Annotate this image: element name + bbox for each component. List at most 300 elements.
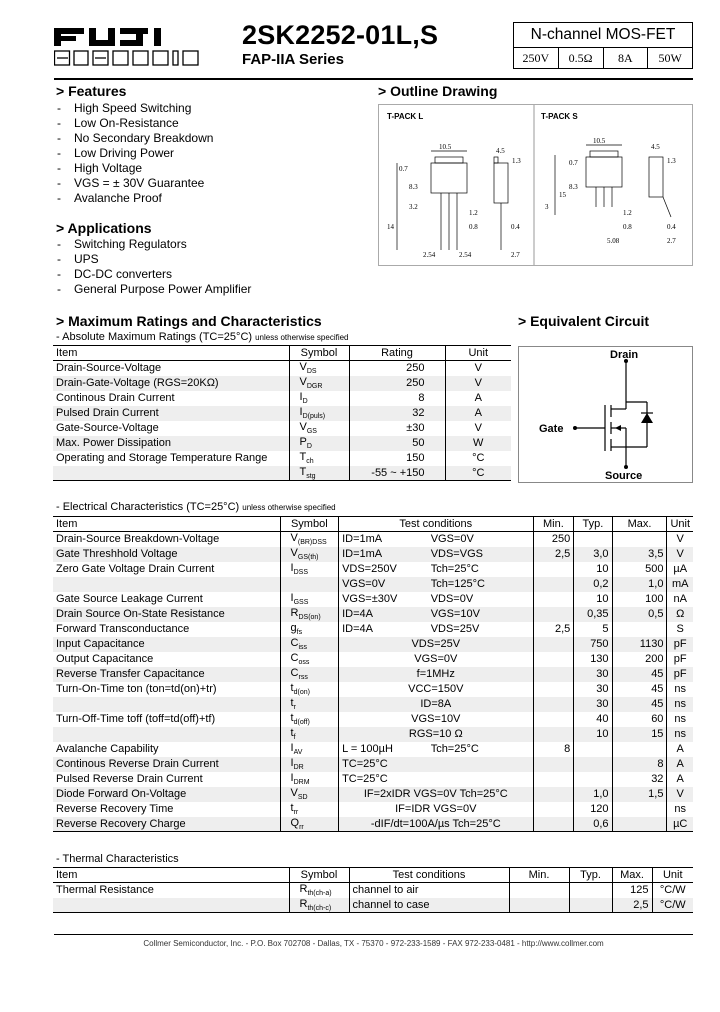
unit-cell: µC xyxy=(667,817,693,832)
abs-max-note: unless otherwise specified xyxy=(255,333,349,342)
dim-label: 15 xyxy=(559,191,566,199)
symbol-cell xyxy=(289,391,349,406)
source-label: Source xyxy=(605,470,643,482)
item-cell: Max. Power Dissipation xyxy=(56,437,171,449)
table-row xyxy=(53,727,693,742)
condition-cell: Tch=25°C xyxy=(430,743,479,755)
symbol-subscript: th(ch-a) xyxy=(307,890,332,898)
item-cell: Drain-Gate-Voltage (RGS=20KΩ) xyxy=(56,377,219,389)
pack-s-label: T-PACK S xyxy=(541,112,578,121)
dim-label: 3.2 xyxy=(409,203,418,211)
symbol: T xyxy=(299,465,307,478)
typ-cell: 30 xyxy=(574,667,612,682)
symbol: I xyxy=(290,756,294,769)
drain-label: Drain xyxy=(610,349,639,361)
col-header: Item xyxy=(53,346,289,361)
symbol: t xyxy=(290,801,294,814)
min-cell xyxy=(533,817,574,832)
item-cell xyxy=(53,697,280,712)
condition-cell: IF=2xIDR VGS=0V Tch=25°C xyxy=(339,787,533,802)
typ-cell xyxy=(574,757,612,772)
table-row xyxy=(53,391,511,406)
symbol-subscript: th(ch-c) xyxy=(307,904,332,912)
col-header: Unit xyxy=(667,517,693,532)
typ-cell: 10 xyxy=(574,562,612,577)
typ-cell: 120 xyxy=(574,802,612,817)
col-header: Test conditions xyxy=(349,868,509,883)
thermal-subheading: - Thermal Characteristics xyxy=(56,853,179,865)
spec-voltage: 250V xyxy=(514,48,559,68)
typ-cell xyxy=(574,532,612,547)
table-row xyxy=(53,802,693,817)
item-cell xyxy=(53,577,280,592)
symbol-cell xyxy=(280,817,339,832)
symbol-subscript: stg xyxy=(306,472,316,480)
col-header: Unit xyxy=(445,346,511,361)
symbol: t xyxy=(290,696,294,709)
symbol-cell xyxy=(289,376,349,391)
list-item: - VGS = ± 30V Guarantee xyxy=(54,176,213,191)
item-cell xyxy=(53,466,289,481)
symbol-cell xyxy=(280,757,339,772)
unit-cell: ns xyxy=(667,697,693,712)
condition-cell: Tch=125°C xyxy=(430,578,485,590)
typ-cell: 0,6 xyxy=(574,817,612,832)
unit-cell: A xyxy=(445,406,511,421)
mosfet-symbol-icon xyxy=(519,347,692,482)
symbol-subscript: rr xyxy=(293,809,299,817)
symbol: V xyxy=(290,532,298,545)
symbol: R xyxy=(299,883,308,896)
dim-label: 2.7 xyxy=(667,237,676,245)
symbol: I xyxy=(290,741,294,754)
symbol-subscript: GS(th) xyxy=(297,554,319,562)
table-row xyxy=(53,436,511,451)
dim-label: 0.8 xyxy=(623,223,632,231)
typ-cell xyxy=(569,898,612,913)
min-cell: 250 xyxy=(533,532,574,547)
item-cell: Drain-Source Breakdown-Voltage xyxy=(56,533,220,546)
item-cell: Operating and Storage Temperature Range xyxy=(56,452,268,464)
col-header: Typ. xyxy=(574,517,612,532)
symbol-cell xyxy=(289,421,349,436)
table-row xyxy=(53,451,511,466)
features-list xyxy=(54,101,213,206)
table-row xyxy=(53,787,693,802)
item-cell: Continous Reverse Drain Current xyxy=(56,758,219,770)
symbol: t xyxy=(290,726,294,739)
list-item: - Low On-Resistance xyxy=(54,116,213,131)
equivalent-heading: > Equivalent Circuit xyxy=(518,313,650,329)
dim-label: 1.3 xyxy=(512,157,521,165)
max-cell: 45 xyxy=(612,697,667,712)
dim-label: 0.7 xyxy=(569,159,578,167)
item-cell: Diode Forward On-Voltage xyxy=(56,788,187,800)
max-cell: 1,5 xyxy=(612,787,667,802)
table-row xyxy=(53,607,693,622)
condition-cell: ID=4A xyxy=(339,607,428,622)
table-row xyxy=(53,577,693,592)
logo-text: FUJI ELECTRIC xyxy=(54,67,62,68)
typ-cell: 130 xyxy=(574,652,612,667)
min-cell xyxy=(533,772,574,787)
symbol: I xyxy=(299,405,303,418)
table-row xyxy=(53,421,511,436)
symbol-subscript: AV xyxy=(293,749,303,757)
pack-l-label: T-PACK L xyxy=(387,112,424,121)
col-header: Symbol xyxy=(289,868,349,883)
item-cell: Thermal Resistance xyxy=(56,884,154,897)
condition-cell: f=1MHz xyxy=(339,667,533,682)
condition-cell: Tch=25°C xyxy=(430,563,479,575)
table-row xyxy=(53,712,693,727)
abs-max-subheading xyxy=(56,331,349,343)
item-cell: Avalanche Capability xyxy=(56,743,159,755)
unit-cell: ns xyxy=(667,727,693,742)
min-cell xyxy=(533,592,574,607)
symbol-cell xyxy=(280,727,339,742)
max-cell: 45 xyxy=(612,667,667,682)
table-row xyxy=(53,757,693,772)
list-item: - Low Driving Power xyxy=(54,146,213,161)
min-cell xyxy=(509,883,569,898)
abs-max-title: - Absolute Maximum Ratings (TC=25°C) xyxy=(56,331,253,343)
symbol-cell xyxy=(289,898,349,913)
max-cell: 8 xyxy=(612,757,667,772)
table-row xyxy=(53,361,511,376)
unit-cell: °C xyxy=(445,451,511,466)
symbol: t xyxy=(290,711,294,724)
unit-cell: V xyxy=(667,547,693,562)
min-cell xyxy=(533,697,574,712)
symbol-cell xyxy=(280,652,339,667)
applications-list xyxy=(54,237,251,297)
max-cell: 0,5 xyxy=(612,607,667,622)
max-cell: 15 xyxy=(612,727,667,742)
typ-cell xyxy=(574,772,612,787)
symbol-cell xyxy=(289,451,349,466)
typ-cell: 30 xyxy=(574,682,612,697)
typ-cell: 10 xyxy=(574,727,612,742)
condition-cell: ID=1mA xyxy=(339,532,428,547)
symbol-subscript: DGR xyxy=(306,383,323,391)
symbol-subscript: GSS xyxy=(293,599,309,607)
typ-cell: 3,0 xyxy=(574,547,612,562)
min-cell xyxy=(533,802,574,817)
col-header: Test conditions xyxy=(339,517,533,532)
table-row xyxy=(53,742,693,757)
symbol: R xyxy=(290,606,299,619)
item-cell: Reverse Recovery Charge xyxy=(53,817,280,832)
table-row xyxy=(53,406,511,421)
unit-cell: V xyxy=(445,361,511,376)
max-cell: 32 xyxy=(612,772,667,787)
unit-cell: V xyxy=(667,532,693,547)
max-cell xyxy=(612,817,667,832)
min-cell xyxy=(533,637,574,652)
fuji-electric-logo xyxy=(54,26,209,68)
item-cell: Pulsed Drain Current xyxy=(56,407,159,419)
max-cell: 500 xyxy=(612,562,667,577)
symbol-subscript: D xyxy=(302,398,308,406)
condition-cell: TC=25°C xyxy=(339,772,428,787)
item-cell: Reverse Transfer Capacitance xyxy=(56,668,205,680)
max-cell xyxy=(612,802,667,817)
col-header: Item xyxy=(53,868,289,883)
rating-cell: ±30 xyxy=(349,421,445,436)
symbol-cell xyxy=(280,607,339,622)
table-row xyxy=(53,637,693,652)
device-type: N-channel MOS-FET xyxy=(514,23,692,48)
equivalent-circuit xyxy=(518,346,693,483)
item-cell: Pulsed Reverse Drain Current xyxy=(56,773,203,785)
col-header: Min. xyxy=(533,517,574,532)
unit-cell: A xyxy=(667,742,693,757)
symbol-cell xyxy=(289,406,349,421)
unit-cell: S xyxy=(667,622,693,637)
typ-cell xyxy=(569,883,612,898)
max-cell: 2,5 xyxy=(612,898,652,913)
condition-cell: VDS=25V xyxy=(339,637,533,652)
electrical-title: - Electrical Characteristics (TC=25°C) xyxy=(56,501,240,513)
unit-cell: °C/W xyxy=(652,883,693,898)
features-heading: > Features xyxy=(56,83,127,99)
dim-label: 4.5 xyxy=(496,147,505,155)
max-cell: 100 xyxy=(612,592,667,607)
list-item: - UPS xyxy=(54,252,251,267)
unit-cell: V xyxy=(445,376,511,391)
symbol-cell xyxy=(280,697,339,712)
symbol-cell xyxy=(280,787,339,802)
symbol: T xyxy=(299,450,307,463)
symbol: I xyxy=(290,771,294,784)
condition-cell: channel to air xyxy=(349,883,509,898)
symbol-subscript: DS xyxy=(306,368,317,376)
symbol: R xyxy=(299,897,308,910)
unit-cell: pF xyxy=(667,667,693,682)
table-row xyxy=(53,883,693,898)
dim-label: 1.3 xyxy=(667,157,676,165)
symbol: P xyxy=(299,435,307,448)
max-cell: 60 xyxy=(612,712,667,727)
symbol-cell xyxy=(280,532,339,547)
unit-cell: mA xyxy=(667,577,693,592)
list-item: - Switching Regulators xyxy=(54,237,251,252)
symbol-subscript: DSS xyxy=(293,569,308,577)
symbol-subscript: iss xyxy=(298,644,308,652)
symbol: I xyxy=(290,561,294,574)
table-row xyxy=(53,592,693,607)
item-cell: Continous Drain Current xyxy=(56,392,175,404)
item-cell: Input Capacitance xyxy=(56,638,145,650)
symbol-subscript: d(off) xyxy=(293,719,310,727)
condition-cell: VCC=150V xyxy=(339,682,533,697)
dim-label: 2.7 xyxy=(511,251,520,259)
col-header: Max. xyxy=(612,868,652,883)
condition-cell: TC=25°C xyxy=(339,757,428,772)
condition-cell: VGS=10V xyxy=(339,712,533,727)
table-row xyxy=(53,772,693,787)
typ-cell: 5 xyxy=(574,622,612,637)
dim-label: 8.3 xyxy=(569,183,578,191)
spec-power: 50W xyxy=(658,51,682,65)
col-header: Max. xyxy=(612,517,667,532)
dim-label: 8.3 xyxy=(409,183,418,191)
symbol-subscript: SD xyxy=(297,794,308,802)
symbol-subscript: DR xyxy=(293,764,304,772)
unit-cell: A xyxy=(667,757,693,772)
unit-cell: V xyxy=(667,787,693,802)
list-item: - DC-DC converters xyxy=(54,267,251,282)
symbol-cell xyxy=(289,466,349,481)
symbol: Q xyxy=(290,816,300,829)
symbol-cell xyxy=(280,592,339,607)
symbol-subscript: GS xyxy=(306,428,317,436)
max-ratings-table xyxy=(53,345,511,481)
symbol-cell xyxy=(289,436,349,451)
symbol-subscript: (BR)DSS xyxy=(297,539,327,547)
typ-cell: 10 xyxy=(574,592,612,607)
rating-cell: 250 xyxy=(349,361,445,376)
symbol-subscript: f xyxy=(293,734,296,742)
symbol-cell xyxy=(280,562,339,577)
symbol-cell xyxy=(280,667,339,682)
col-header: Symbol xyxy=(280,517,339,532)
item-cell: Forward Transconductance xyxy=(56,623,190,635)
symbol-cell xyxy=(280,547,339,562)
max-cell: 45 xyxy=(612,682,667,697)
condition-cell: VDS=25V xyxy=(430,623,480,635)
symbol-cell xyxy=(280,802,339,817)
rating-cell: 250 xyxy=(349,376,445,391)
unit-cell: A xyxy=(445,391,511,406)
typ-cell: 1,0 xyxy=(574,787,612,802)
symbol: C xyxy=(290,636,299,649)
typ-cell: 40 xyxy=(574,712,612,727)
symbol: C xyxy=(290,666,299,679)
list-item: - High Speed Switching xyxy=(54,101,213,116)
symbol: V xyxy=(299,361,307,374)
dim-label: 1.2 xyxy=(469,209,478,217)
unit-cell: A xyxy=(667,772,693,787)
applications-heading: > Applications xyxy=(56,220,152,236)
symbol-cell xyxy=(280,712,339,727)
min-cell xyxy=(533,757,574,772)
item-cell xyxy=(53,898,289,913)
max-cell: 1,0 xyxy=(612,577,667,592)
symbol-subscript: oss xyxy=(298,659,310,667)
table-row xyxy=(53,652,693,667)
symbol-subscript: r xyxy=(293,704,296,712)
min-cell xyxy=(533,667,574,682)
condition-cell: ID=4A xyxy=(339,622,428,637)
dim-label: 14 xyxy=(387,223,394,231)
condition-cell: VDS=0V xyxy=(430,593,474,605)
table-row xyxy=(53,532,693,547)
series-name: FAP-IIA Series xyxy=(242,51,344,68)
package-drawings xyxy=(379,105,692,265)
unit-cell: pF xyxy=(667,652,693,667)
min-cell xyxy=(533,652,574,667)
list-item: - High Voltage xyxy=(54,161,213,176)
dim-label: 0.4 xyxy=(511,223,520,231)
unit-cell: Ω xyxy=(667,607,693,622)
min-cell xyxy=(533,727,574,742)
condition-cell: VGS=0V xyxy=(339,652,533,667)
condition-cell: RGS=10 Ω xyxy=(339,727,533,742)
dim-label: 10.5 xyxy=(439,143,452,151)
table-row xyxy=(53,898,693,913)
table-row xyxy=(53,376,511,391)
symbol-subscript: DS(on) xyxy=(298,614,321,622)
condition-cell: channel to case xyxy=(349,898,509,913)
rating-cell: 8 xyxy=(349,391,445,406)
dim-label: 0.7 xyxy=(399,165,408,173)
min-cell xyxy=(509,898,569,913)
typ-cell: 30 xyxy=(574,697,612,712)
condition-cell xyxy=(428,772,533,787)
symbol: V xyxy=(290,546,298,559)
col-header: Symbol xyxy=(289,346,349,361)
dim-label: 3 xyxy=(545,203,549,211)
item-cell: Reverse Recovery Time xyxy=(56,803,174,815)
symbol-cell xyxy=(280,682,339,697)
symbol-subscript: D xyxy=(306,443,312,451)
min-cell: 2,5 xyxy=(533,547,574,562)
symbol: g xyxy=(290,621,297,634)
gate-label: Gate xyxy=(539,423,564,435)
unit-cell: °C/W xyxy=(652,898,693,913)
unit-cell: °C xyxy=(445,466,511,481)
col-header: Typ. xyxy=(569,868,612,883)
col-header: Min. xyxy=(509,868,569,883)
min-cell xyxy=(533,787,574,802)
item-cell: Gate-Source-Voltage xyxy=(56,422,159,434)
max-cell: 1130 xyxy=(612,637,667,652)
symbol: V xyxy=(290,786,298,799)
condition-cell: VGS=0V xyxy=(430,533,474,546)
electrical-table xyxy=(53,516,693,832)
symbol-cell xyxy=(280,637,339,652)
min-cell xyxy=(533,682,574,697)
symbol-cell xyxy=(280,622,339,637)
max-cell xyxy=(612,742,667,757)
min-cell: 8 xyxy=(533,742,574,757)
item-cell: Output Capacitance xyxy=(56,653,154,665)
col-header: Item xyxy=(53,517,280,532)
thermal-table xyxy=(53,867,693,913)
condition-cell: VDS=VGS xyxy=(430,548,483,560)
symbol: C xyxy=(290,651,299,664)
symbol-subscript: rss xyxy=(298,674,308,682)
footer-address: Collmer Semiconductor, Inc. - P.O. Box 702708 - Dallas, TX - 75370 - 972-233-1589 - FAX 972-233-0481 - http://www.collmer.com xyxy=(54,934,693,948)
rating-cell: 32 xyxy=(349,406,445,421)
table-row xyxy=(53,466,511,481)
item-cell: Zero Gate Voltage Drain Current xyxy=(56,563,215,575)
min-cell xyxy=(533,712,574,727)
item-cell: Drain-Source-Voltage xyxy=(56,362,162,375)
item-cell: Turn-Off-Time toff (toff=td(off)+tf) xyxy=(56,713,216,725)
dim-label: 1.2 xyxy=(623,209,632,217)
col-header: Rating xyxy=(349,346,445,361)
table-row xyxy=(53,562,693,577)
dim-label: 10.5 xyxy=(593,137,606,145)
item-cell xyxy=(53,727,280,742)
unit-cell: pF xyxy=(667,637,693,652)
rating-cell: -55 ~ +150 xyxy=(349,466,445,481)
typ-cell: 0,2 xyxy=(574,577,612,592)
table-row xyxy=(53,667,693,682)
